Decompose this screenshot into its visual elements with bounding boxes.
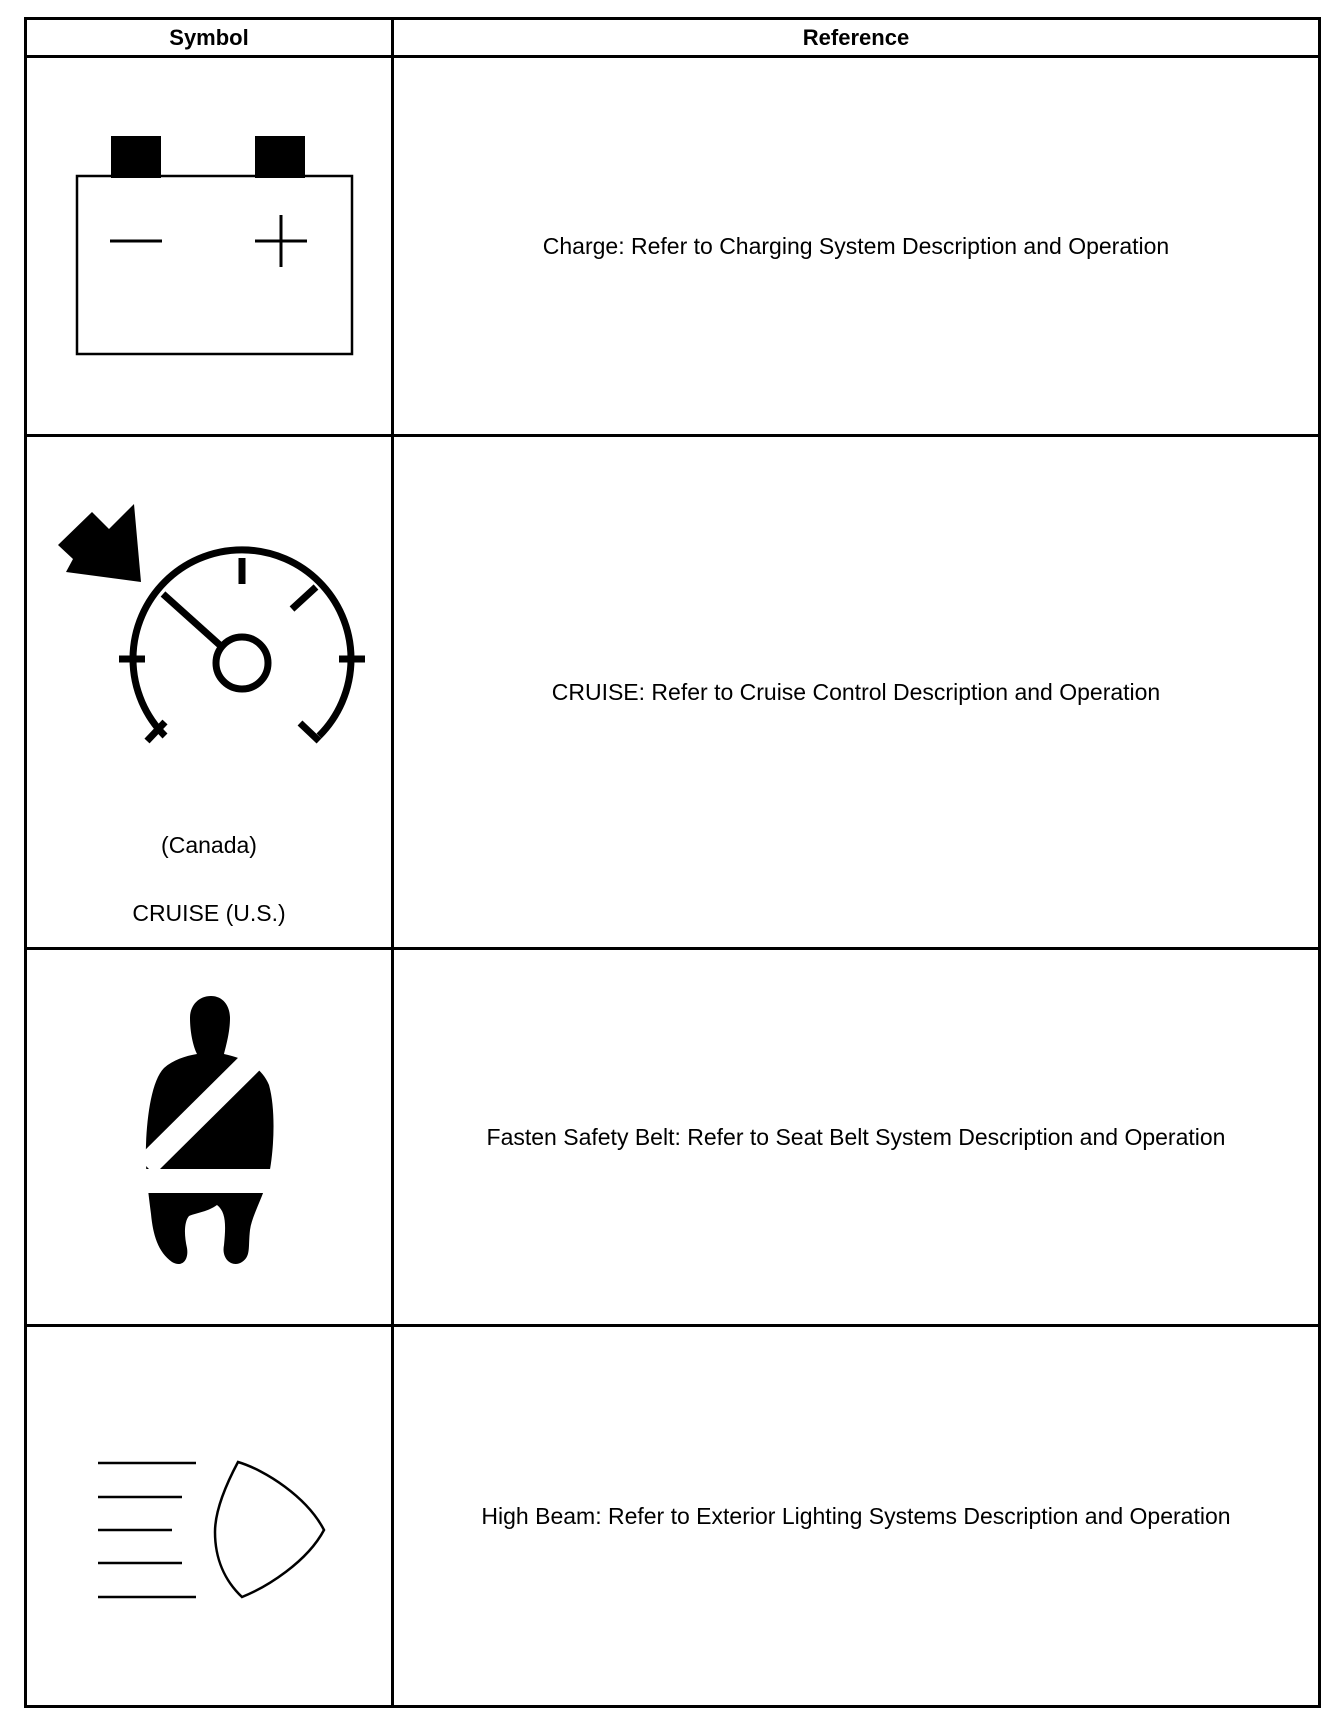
us-caption: CRUISE (U.S.) xyxy=(132,900,286,926)
symbol-column-header: Symbol xyxy=(26,19,393,57)
battery-charge-icon xyxy=(27,58,394,434)
symbol-cell xyxy=(26,57,393,436)
table-row xyxy=(26,436,1320,949)
canada-caption: (Canada) xyxy=(161,832,257,858)
symbol-cell xyxy=(26,1326,393,1707)
reference-cell: Charge: Refer to Charging System Description and Operation xyxy=(393,57,1320,436)
table-row xyxy=(26,57,1320,436)
table-row xyxy=(26,1326,1320,1707)
reference-column-header: Reference xyxy=(393,19,1320,57)
high-beam-icon xyxy=(27,1327,394,1705)
symbol-cell xyxy=(26,436,393,949)
cruise-control-icon xyxy=(27,437,394,947)
table-header-row xyxy=(26,19,1320,57)
symbol-cell xyxy=(26,949,393,1326)
reference-cell: High Beam: Refer to Exterior Lighting Systems Description and Operation xyxy=(393,1326,1320,1707)
reference-cell: Fasten Safety Belt: Refer to Seat Belt System Description and Operation xyxy=(393,949,1320,1326)
table-row xyxy=(26,949,1320,1326)
safety-belt-icon xyxy=(27,950,394,1324)
symbol-reference-table xyxy=(24,17,1321,1708)
reference-cell: CRUISE: Refer to Cruise Control Description and Operation xyxy=(393,436,1320,949)
